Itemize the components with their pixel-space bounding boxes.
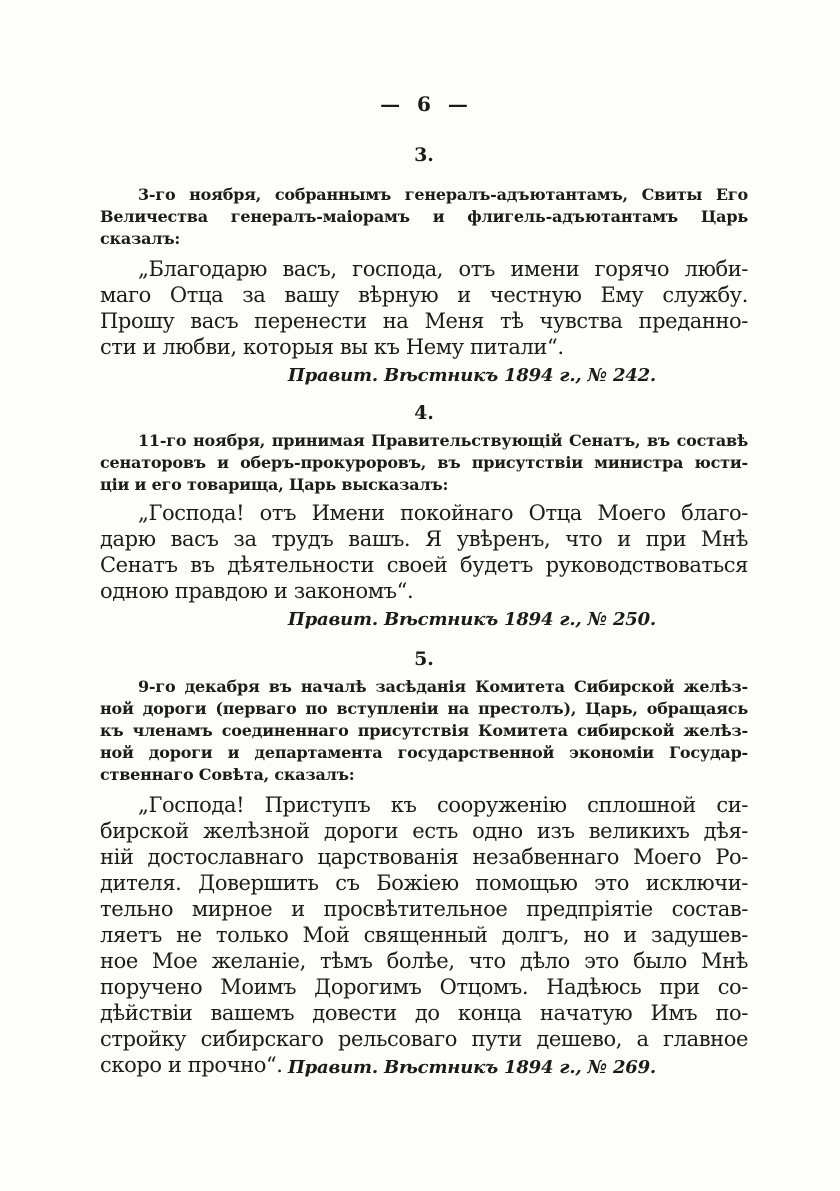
citation: Правит. Вѣстникъ 1894 г., № 269.: [287, 1057, 656, 1078]
text-line: одною правдою и закономъ“.: [100, 579, 414, 603]
section-number: 5.: [414, 648, 434, 670]
text-line: ной дороги и департамента государственной экономіи Государ-: [100, 743, 748, 762]
text-line: 9-го декабря въ началѣ засѣданія Комитета Сибирской желѣз-: [138, 677, 748, 696]
text-line: бирской желѣзной дороги есть одно изъ великихъ дѣя-: [100, 819, 748, 843]
section-5: [100, 646, 748, 1080]
text-line: къ членамъ соединеннаго присутствія Комитета сибирской желѣз-: [100, 721, 748, 740]
text-line: „Господа! отъ Имени покойнаго Отца Моего благо-: [138, 501, 748, 525]
text-line: сти и любви, которыя вы къ Нему питали“.: [100, 335, 564, 359]
text-line: маго Отца за вашу вѣрную и честную Ему службу.: [100, 283, 748, 307]
text-line: ное Мое желаніе, тѣмъ болѣе, что дѣло это было Мнѣ: [100, 949, 748, 973]
text-block: [100, 92, 748, 1080]
text-line: Величества генералъ-маіорамъ и флигель-адъютантамъ Царь: [100, 207, 748, 226]
intro-paragraph: [100, 430, 748, 496]
text-line: дителя. Довершить съ Божіею помощью это исключи-: [100, 871, 748, 895]
text-line: ціи и его товарища, Царь высказалъ:: [100, 475, 449, 494]
text-line: скоро и прочно“.: [100, 1053, 283, 1077]
section-number: 3.: [414, 144, 434, 166]
text-line: „Благодарю васъ, господа, отъ имени горячо люби-: [138, 257, 748, 281]
intro-paragraph: [100, 676, 748, 786]
section-4: [100, 400, 748, 632]
page-number: — 6 —: [380, 92, 468, 116]
text-line: поручено Моимъ Дорогимъ Отцомъ. Надѣюсь при со-: [100, 975, 748, 999]
text-line: ственнаго Совѣта, сказалъ:: [100, 765, 355, 784]
text-line: тельно мирное и просвѣтительное предпріятіе состав-: [100, 897, 748, 921]
quote-paragraph: [100, 792, 748, 1078]
text-line: ной дороги (перваго по вступленіи на престолъ), Царь, обращаясь: [100, 699, 748, 718]
intro-paragraph: [100, 184, 748, 250]
text-line: 11-го ноября, принимая Правительствующій Сенатъ, въ составѣ: [138, 431, 748, 450]
text-line: Прошу васъ перенести на Меня тѣ чувства преданно-: [100, 309, 748, 333]
quote-paragraph: [100, 256, 748, 360]
text-line: сенаторовъ и оберъ-прокуроровъ, въ присутствіи министра юсти-: [100, 453, 748, 472]
text-line: ляетъ не только Мой священный долгъ, но и задушев-: [100, 923, 748, 947]
text-line: „Господа! Приступъ къ сооруженію сплошной си-: [138, 793, 748, 817]
text-line: стройку сибирскаго рельсоваго пути дешево, а главное: [100, 1027, 748, 1051]
section-number: 4.: [414, 402, 434, 424]
citation: Правит. Вѣстникъ 1894 г., № 242.: [287, 365, 656, 386]
text-line: дарю васъ за трудъ вашъ. Я увѣренъ, что и при Мнѣ: [100, 527, 748, 551]
text-line: ній достославнаго царствованія незабвеннаго Моего Ро-: [100, 845, 748, 869]
section-3: [100, 142, 748, 388]
quote-paragraph: [100, 500, 748, 604]
text-line: Сенатъ въ дѣятельности своей будетъ руководствоваться: [100, 553, 748, 577]
text-line: дѣйствіи вашемъ довести до конца начатую Имъ по-: [100, 1001, 748, 1025]
text-line: 3-го ноября, собраннымъ генералъ-адъютантамъ, Свиты Его: [138, 185, 748, 204]
citation: Правит. Вѣстникъ 1894 г., № 250.: [287, 609, 656, 630]
text-line: сказалъ:: [100, 229, 181, 248]
